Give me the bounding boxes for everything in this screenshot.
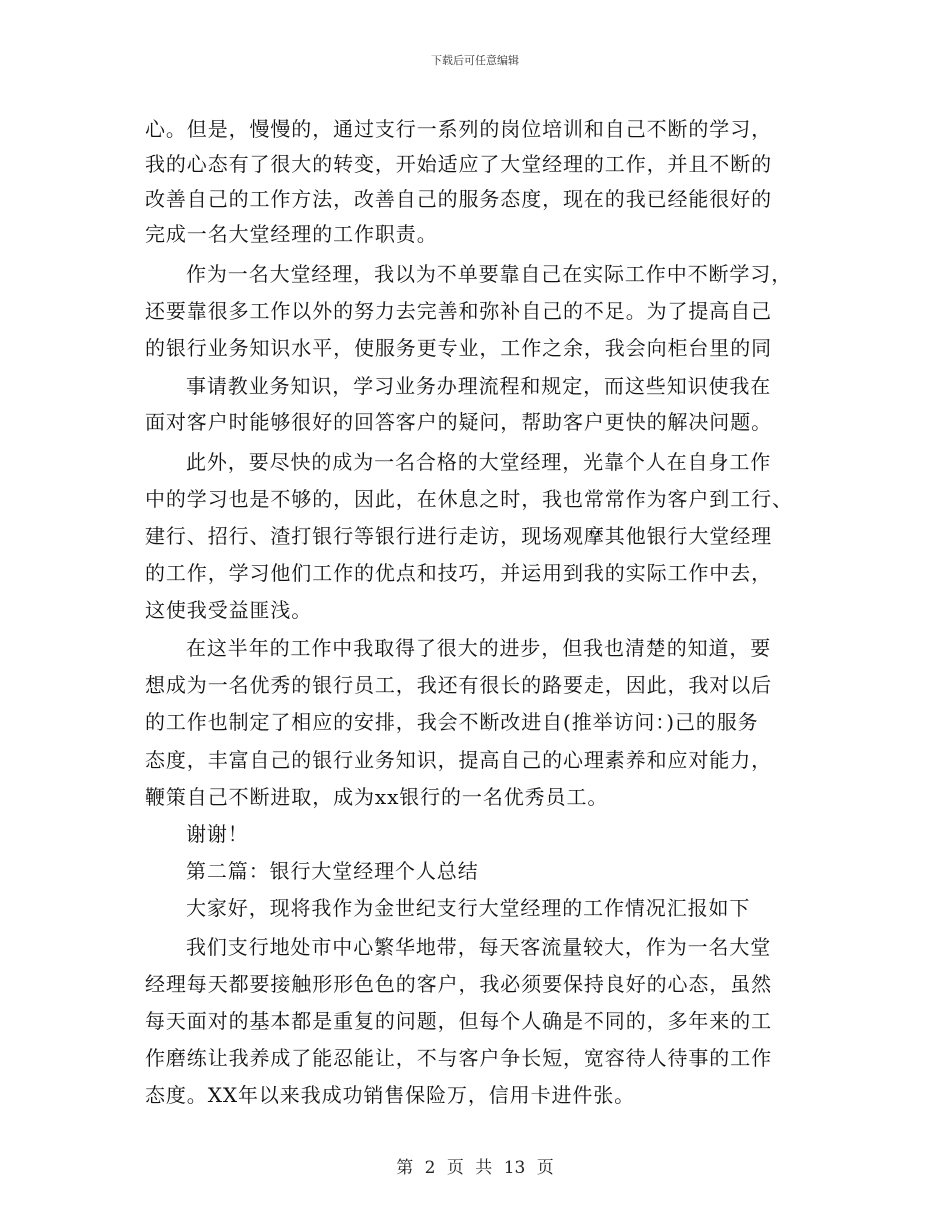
text-line: 建行、招行、渣打银行等银行进行走访，现场观摩其他银行大堂经理 (145, 524, 772, 548)
text-line: 完成一名大堂经理的工作职责。 (145, 222, 438, 246)
text-line: 态度，丰富自己的银行业务知识，提高自己的心理素养和应对能力， (145, 748, 772, 772)
text-line: 每天面对的基本都是重复的问题，但每个人确是不同的，多年来的工 (145, 1009, 772, 1033)
text-line: 这使我受益匪浅。 (145, 598, 313, 622)
text-line: 面对客户时能够很好的回答客户的疑问，帮助客户更快的解决问题。 (145, 410, 772, 434)
text-line: 我们支行地处市中心繁华地带，每天客流量较大，作为一名大堂 (186, 935, 772, 959)
section-heading: 第二篇：银行大堂经理个人总结 (186, 859, 479, 883)
text-line: 作为一名大堂经理，我以为不单要靠自己在实际工作中不断学习， (186, 262, 793, 286)
text-line: 谢谢！ (186, 822, 249, 846)
text-line: 态度。XX年以来我成功销售保险万，信用卡进件张。 (145, 1083, 636, 1107)
text-line: 的工作，学习他们工作的优点和技巧，并运用到我的实际工作中去， (145, 561, 772, 585)
text-line: 鞭策自己不断进取，成为xx银行的一名优秀员工。 (145, 785, 609, 809)
text-line: 事请教业务知识，学习业务办理流程和规定，而这些知识使我在 (186, 374, 772, 398)
text-line: 经理每天都要接触形形色色的客户，我必须要保持良好的心态，虽然 (145, 972, 772, 996)
text-line: 我的心态有了很大的转变，开始适应了大堂经理的工作，并且不断的 (145, 152, 772, 176)
page-footer: 第 2 页 共 13 页 (396, 1158, 554, 1178)
text-line: 还要靠很多工作以外的努力去完善和弥补自己的不足。为了提高自己 (145, 299, 772, 323)
page-header: 下载后可任意编辑 (431, 54, 519, 67)
text-line: 大家好，现将我作为金世纪支行大堂经理的工作情况汇报如下 (186, 896, 751, 920)
text-line: 改善自己的工作方法，改善自己的服务态度，现在的我已经能很好的 (145, 187, 772, 211)
text-line: 的银行业务知识水平，使服务更专业，工作之余，我会向柜台里的同 (145, 336, 772, 360)
text-line: 此外，要尽快的成为一名合格的大堂经理，光靠个人在自身工作 (186, 450, 772, 474)
text-line: 作磨练让我养成了能忍能让，不与客户争长短，宽容待人待事的工作 (145, 1046, 772, 1070)
text-line: 在这半年的工作中我取得了很大的进步，但我也清楚的知道，要 (186, 636, 772, 660)
text-line: 心。但是，慢慢的，通过支行一系列的岗位培训和自己不断的学习， (145, 117, 772, 141)
text-line: 想成为一名优秀的银行员工，我还有很长的路要走，因此，我对以后 (145, 673, 772, 697)
text-line: 中的学习也是不够的，因此，在休息之时，我也常常作为客户到工行、 (145, 487, 793, 511)
text-line: 的工作也制定了相应的安排，我会不断改进自(推举访问：)己的服务 (145, 710, 759, 734)
